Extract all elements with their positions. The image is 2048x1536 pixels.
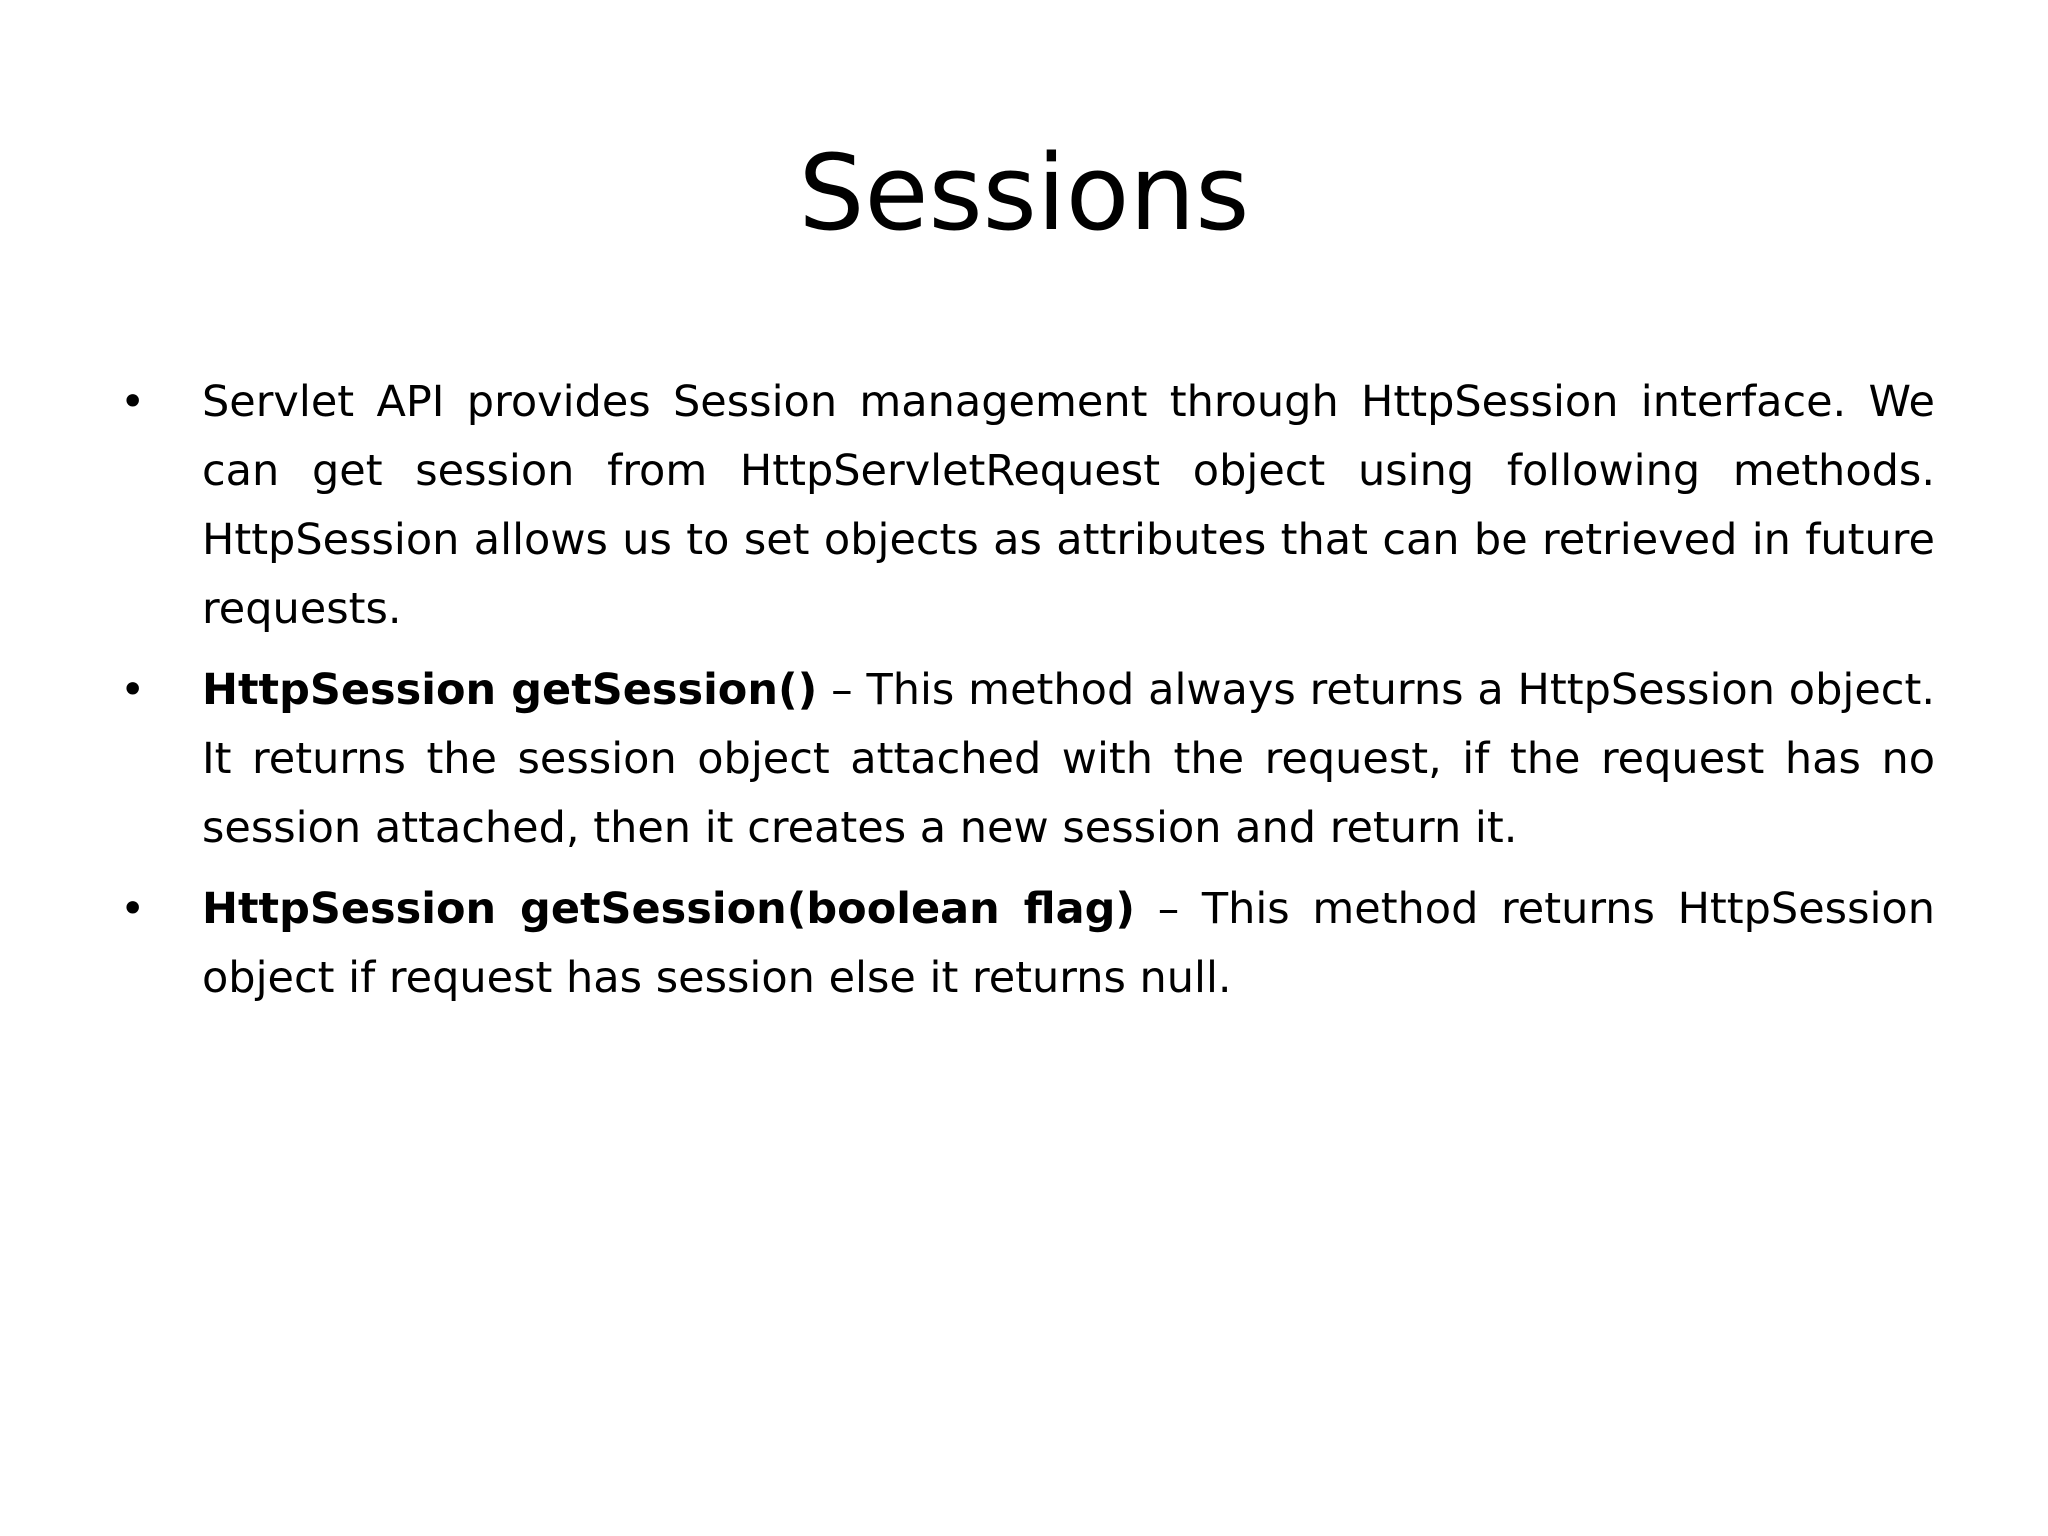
bullet-icon: • bbox=[120, 377, 146, 427]
slide-title: Sessions bbox=[798, 132, 1250, 254]
bullet-item bbox=[120, 875, 1935, 1013]
bullet-item bbox=[120, 368, 1935, 644]
bullet-text: – This method always returns a HttpSession object. It returns the session object attached with the request, if the request has no session attached, then it creates a new session and return it. bbox=[202, 665, 1935, 853]
bullet-method-name: HttpSession getSession() bbox=[202, 665, 818, 715]
bullet-text: Servlet API provides Session management through HttpSession interface. We can get session from HttpServletRequest object using following methods. HttpSession allows us to set objects as attributes that can be retrieved in future requests. bbox=[202, 377, 1935, 634]
bullet-icon: • bbox=[120, 665, 146, 715]
bullet-item bbox=[120, 656, 1935, 863]
bullet-text: – This method returns HttpSession object if request has session else it returns null. bbox=[202, 884, 1935, 1003]
bullet-method-name: HttpSession getSession(boolean flag) bbox=[202, 884, 1136, 934]
bullet-list bbox=[120, 368, 1935, 1025]
bullet-icon: • bbox=[120, 884, 146, 934]
